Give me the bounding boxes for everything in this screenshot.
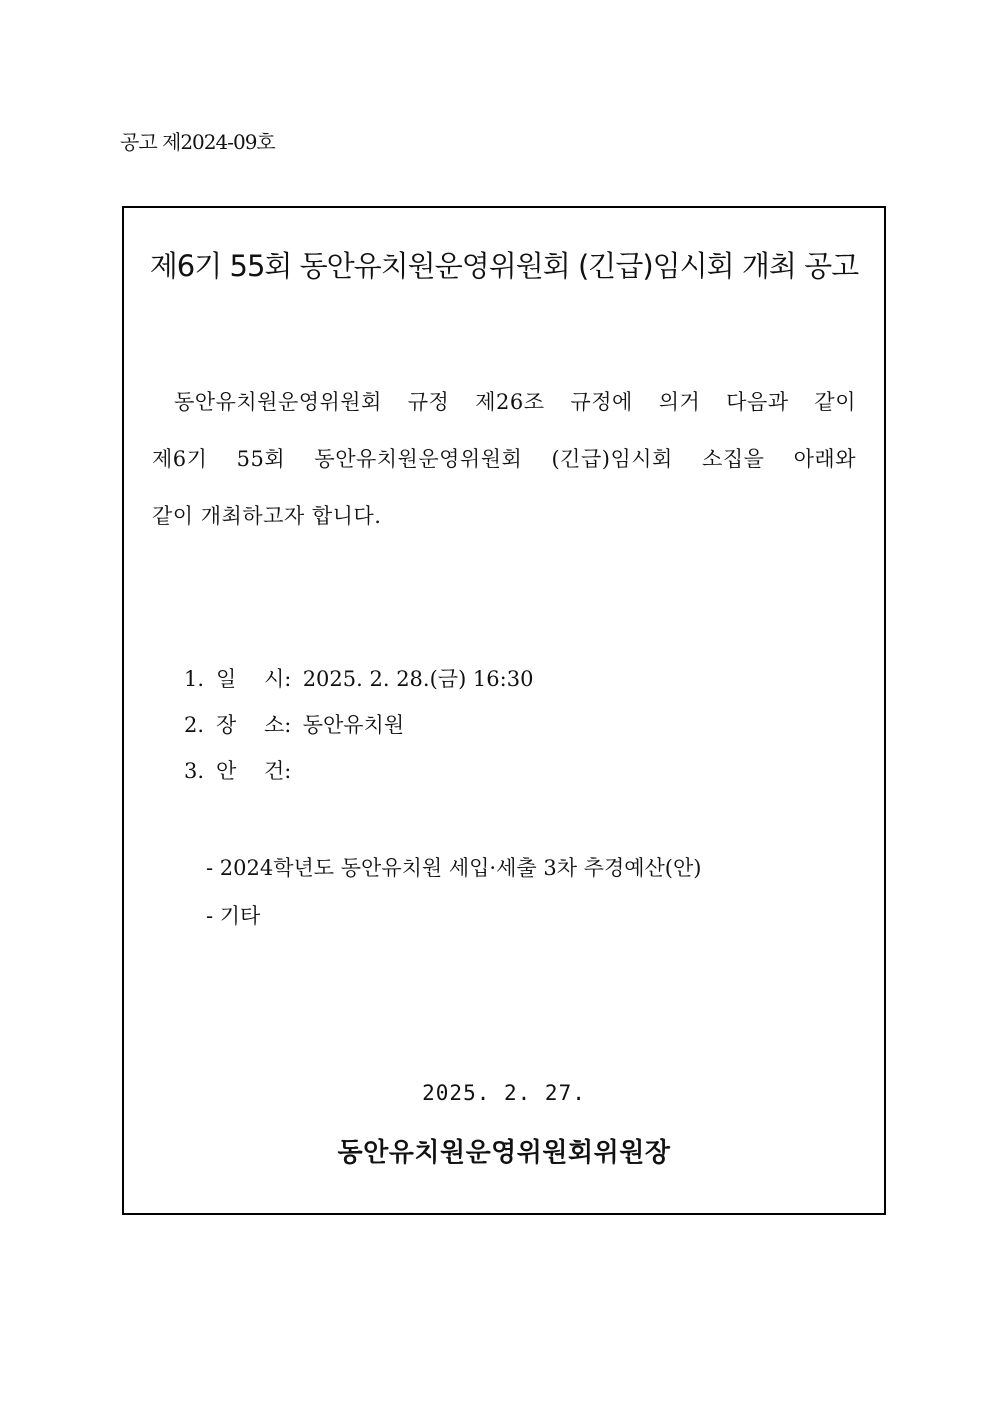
details-list xyxy=(184,656,533,794)
body-line-1: 동안유치원운영위원회 규정 제26조 규정에 의거 다음과 같이 xyxy=(174,390,856,414)
notice-number: 공고 제2024-09호 xyxy=(120,130,275,154)
item-label: 장 소: xyxy=(216,713,292,737)
notice-frame xyxy=(122,206,886,1215)
item-number: 1. xyxy=(184,667,205,691)
detail-item-datetime xyxy=(184,656,533,702)
body-line-2: 제6기 55회 동안유치원운영위원회 (긴급)임시회 소집을 아래와 xyxy=(152,447,856,471)
notice-body xyxy=(152,374,856,545)
item-number: 2. xyxy=(184,713,205,737)
notice-date: 2025. 2. 27. xyxy=(422,1081,586,1105)
item-value: 2025. 2. 28.(금) 16:30 xyxy=(302,667,534,691)
item-label: 일 시: xyxy=(216,667,292,691)
item-label: 안 건: xyxy=(216,759,292,783)
agenda-list xyxy=(206,844,701,940)
body-line-3: 같이 개최하고자 합니다. xyxy=(152,504,382,528)
item-number: 3. xyxy=(184,759,205,783)
item-value: 동안유치원 xyxy=(302,713,405,737)
agenda-item: - 기타 xyxy=(206,904,261,928)
signer-name: 동안유치원운영위원회위원장 xyxy=(337,1138,671,1168)
notice-title: 제6기 55회 동안유치원운영위원회 (긴급)임시회 개최 공고 xyxy=(149,249,859,283)
detail-item-place xyxy=(184,702,533,748)
detail-item-agenda xyxy=(184,748,533,794)
agenda-item: - 2024학년도 동안유치원 세입·세출 3차 추경예산(안) xyxy=(206,856,702,880)
